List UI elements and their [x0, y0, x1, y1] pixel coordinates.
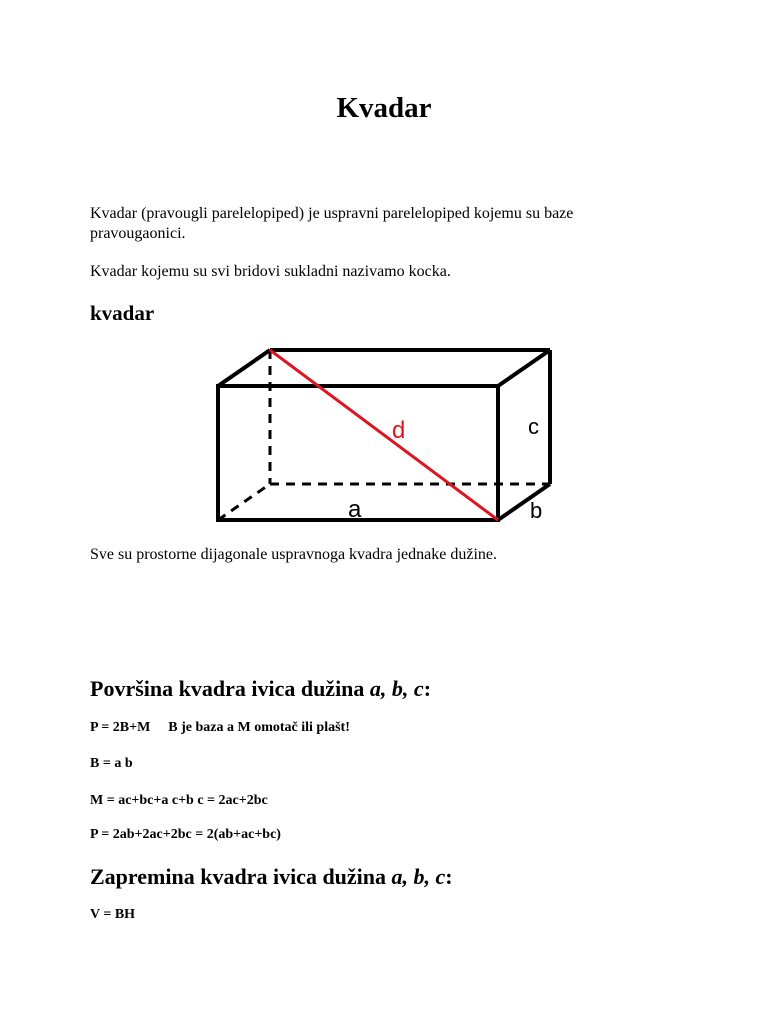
label-d: d	[392, 417, 406, 444]
figure-heading: kvadar	[90, 301, 155, 325]
base-formula: B = a b	[90, 756, 133, 771]
surface-heading-text: Površina kvadra ivica dužina	[90, 676, 370, 701]
page-title: Kvadar	[336, 92, 432, 124]
cuboid-figure	[200, 338, 570, 528]
cube-paragraph: Kvadar kojemu su svi bridovi sukladni nazivamo kocka.	[90, 263, 451, 280]
hidden-bottom-left-edge	[218, 484, 270, 520]
top-left-edge	[218, 350, 270, 386]
surface-formula	[90, 720, 350, 736]
definition-paragraph: Kvadar (pravougli parelelopiped) je uspravni parelelopiped kojemu su baze pravougaonici.	[90, 205, 574, 242]
volume-heading-colon: :	[445, 864, 453, 889]
top-right-edge	[498, 350, 550, 386]
mantle-formula: M = ac+bc+a c+b c = 2ac+2bc	[90, 793, 268, 808]
surface-formula-note: B je baza a M omotač ili plašt!	[168, 720, 350, 735]
total-surface-formula: P = 2ab+2ac+2bc = 2(ab+ac+bc)	[90, 827, 281, 842]
label-c: c	[528, 414, 539, 439]
surface-heading	[90, 676, 431, 702]
space-diagonal	[270, 350, 498, 520]
volume-formula: V = BH	[90, 907, 136, 922]
label-a: a	[348, 496, 362, 523]
volume-heading-vars: a, b, c	[391, 864, 446, 889]
label-b: b	[530, 498, 543, 523]
volume-heading-text: Zapremina kvadra ivica dužina	[90, 864, 392, 889]
surface-heading-colon: :	[423, 676, 432, 701]
diagonal-paragraph: Sve su prostorne dijagonale uspravnoga kvadra jednake dužine.	[90, 546, 497, 563]
surface-heading-vars: a, b, c	[369, 676, 424, 701]
surface-formula-main: P = 2B+M	[90, 720, 151, 735]
cuboid-diagram	[200, 338, 570, 528]
volume-heading	[90, 864, 453, 890]
